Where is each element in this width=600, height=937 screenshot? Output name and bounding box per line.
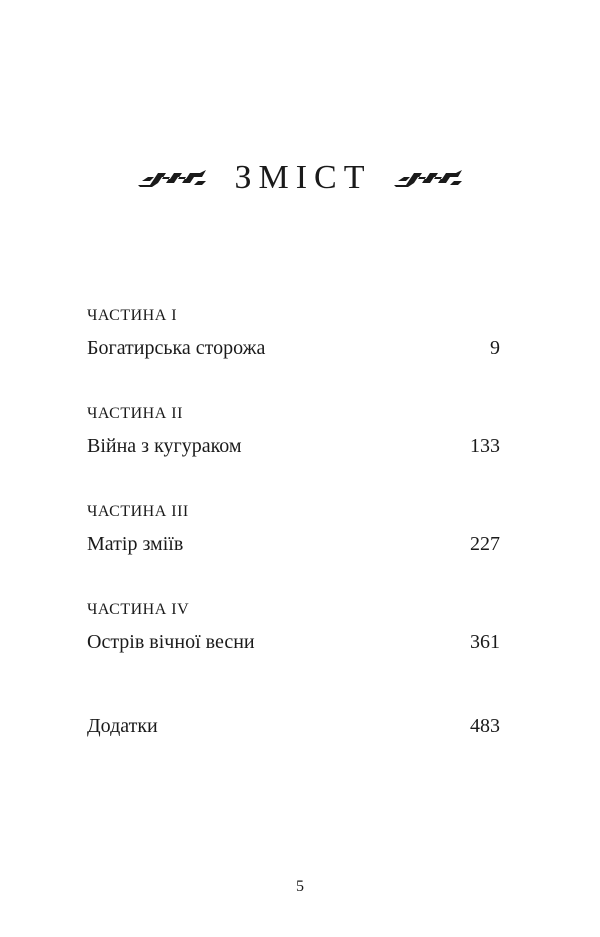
toc-entry[interactable] [87, 626, 500, 658]
part-label: ЧАСТИНА I [87, 307, 178, 324]
toc-part-4 [87, 599, 500, 658]
part-label: ЧАСТИНА II [87, 405, 183, 422]
entry-title: Матір зміїв [87, 533, 184, 555]
toc-entry[interactable] [87, 710, 500, 742]
entry-page-number: 227 [470, 533, 500, 555]
entry-title: Війна з кугураком [87, 435, 242, 457]
entry-title: Богатирська сторожа [87, 337, 266, 359]
toc-entry[interactable] [87, 430, 500, 462]
page-title: ЗМІСТ [234, 159, 372, 196]
entry-title: Додатки [87, 715, 158, 737]
entry-page-number: 361 [470, 631, 500, 653]
toc-entry[interactable] [87, 332, 500, 364]
entry-page-number: 133 [470, 435, 500, 457]
toc-appendix [87, 705, 500, 742]
entry-page-number: 9 [490, 337, 500, 359]
toc-entry[interactable] [87, 528, 500, 560]
part-label: ЧАСТИНА III [87, 503, 189, 520]
entry-page-number: 483 [470, 715, 500, 737]
part-label: ЧАСТИНА IV [87, 601, 190, 618]
left-ornament-icon [136, 167, 208, 189]
toc-part-3 [87, 501, 500, 560]
entry-title: Острів вічної весни [87, 631, 255, 653]
toc-part-2 [87, 403, 500, 462]
toc-part-1 [87, 305, 500, 364]
heading-row [0, 155, 600, 201]
right-ornament-icon [392, 167, 464, 189]
folio-page-number: 5 [296, 878, 304, 895]
